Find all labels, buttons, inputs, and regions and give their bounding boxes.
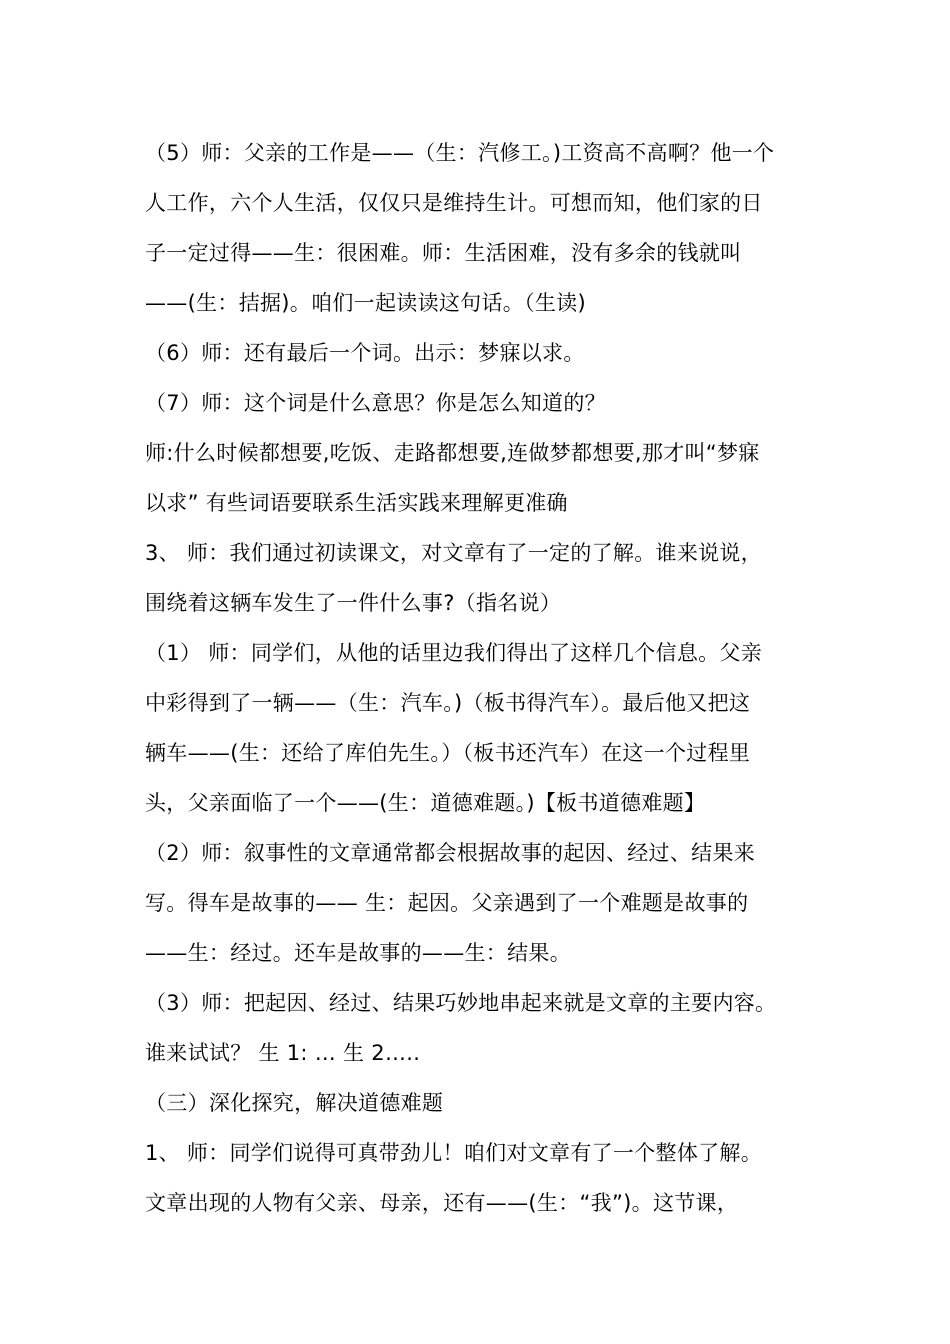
text-line: （2）师：叙事性的文章通常都会根据故事的起因、经过、结果来 [145,841,756,865]
text-line: ——(生：拮据)。咱们一起读读这句话。（生读) [145,291,586,315]
text-line: （1） 师：同学们，从他的话里边我们得出了这样几个信息。父亲 [145,641,763,665]
text-line: 头，父亲面临了一个——(生：道德难题。)【板书道德难题】 [145,791,706,815]
text-line: 子一定过得——生：很困难。师：生活困难，没有多余的钱就叫 [145,241,742,265]
text-line: 1、 师：同学们说得可真带劲儿！咱们对文章有了一个整体了解。 [145,1141,763,1165]
text-line: ——生：经过。还车是故事的——生：结果。 [145,941,571,965]
text-line: 辆车——(生：还给了库伯先生。）（板书还汽车）在这一个过程里 [145,741,751,765]
text-line: 文章出现的人物有父亲、母亲，还有——(生：“我”)。这节课， [145,1191,739,1215]
text-line: （5）师：父亲的工作是——（生：汽修工。)工资高不高啊？他一个 [145,141,775,165]
text-line: （3）师：把起因、经过、结果巧妙地串起来就是文章的主要内容。 [145,991,777,1015]
text-line: 师:什么时候都想要,吃饭、走路都想要,连做梦都想要,那才叫“梦寐 [145,441,760,465]
text-line: 写。得车是故事的—— 生：起因。父亲遇到了一个难题是故事的 [145,891,749,915]
text-line: 围绕着这辆车发生了一件什么事?（指名说） [145,591,562,615]
section-heading: （三）深化探究，解决道德难题 [145,1091,444,1115]
text-line: 谁来试试？ 生 1: … 生 2….. [145,1041,421,1065]
text-line: 以求” 有些词语要联系生活实践来理解更准确 [145,491,568,515]
text-line: （6）师：还有最后一个词。出示：梦寐以求。 [145,341,585,365]
text-line: （7）师：这个词是什么意思？你是怎么知道的？ [145,391,606,415]
text-line: 人工作，六个人生活，仅仅只是维持生计。可想而知，他们家的日 [145,191,763,215]
text-line: 中彩得到了一辆——（生：汽车。)（板书得汽车）。最后他又把这 [145,691,751,715]
text-line: 3、 师：我们通过初读课文，对文章有了一定的了解。谁来说说， [145,541,763,565]
document-body [145,128,825,1228]
